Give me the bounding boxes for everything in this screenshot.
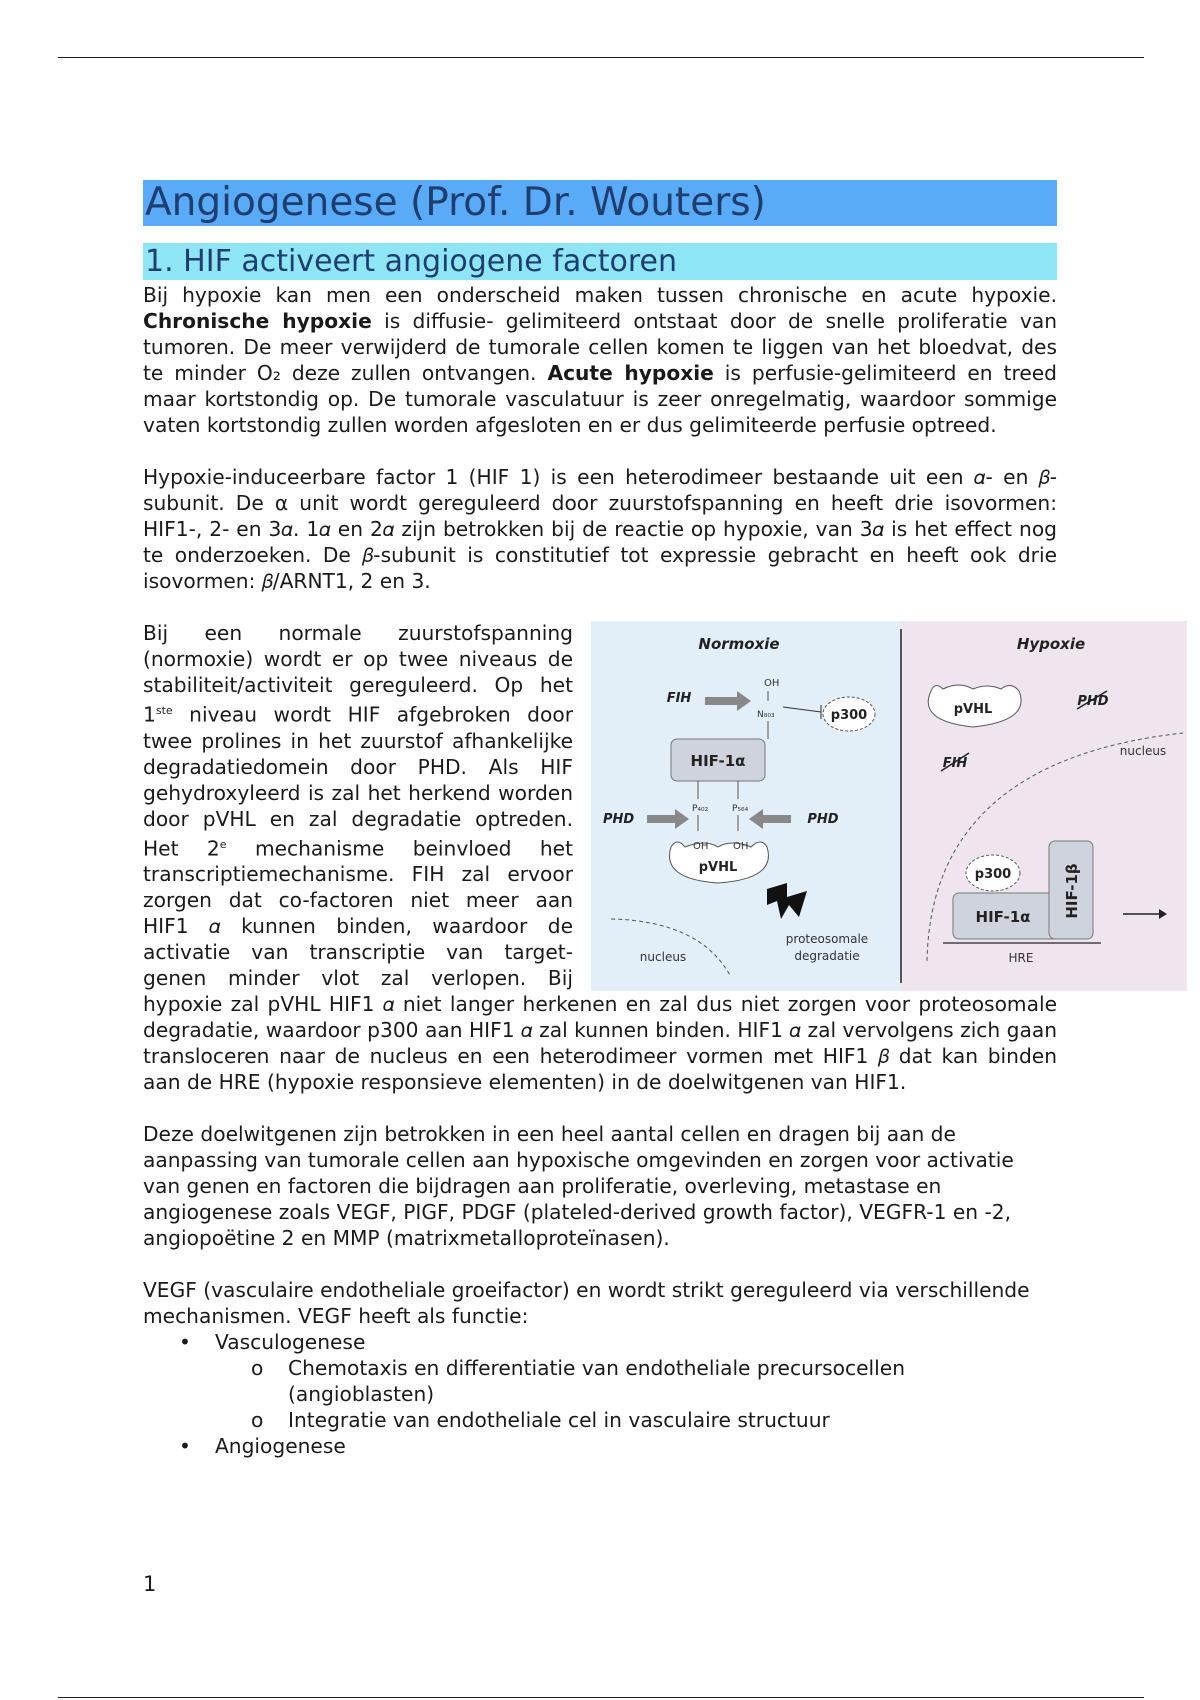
oh-left-label: OH [693,841,709,852]
document-body [143,180,1167,1459]
proteosomale-label: proteosomale [785,932,869,946]
phd-left-label: PHD [603,812,635,827]
p300-hypoxie-label: p300 [974,867,1012,882]
document-title: Angiogenese (Prof. Dr. Wouters) [143,180,1057,226]
hif-regulation-figure [591,621,1187,991]
fih-label: FIH [666,691,692,706]
p402-label: P₄₀₂ [692,804,709,814]
p1-text-a: Bij hypoxie kan men een onderscheid maken tussen chronische en acute hypoxie. [143,283,1057,307]
degradatie-label: degradatie [794,949,860,963]
oh-right-label: OH [733,841,749,852]
vegf-function-list [143,1329,1057,1459]
fih-hypoxie-label: FIH [942,756,968,771]
paragraph-hif: Hypoxie-induceerbare factor 1 (HIF 1) is een heterodimeer bestaande uit een 𝛼- en 𝛽-subunit. De α unit wordt gereguleerd door zuurstofspanning en heeft drie isovormen: HIF1-, 2- en 3𝛼. 1𝛼 en 2𝛼 zijn betrokken bij de reactie op hypoxie, van 3𝛼 is het effect nog te onderzoeken. De 𝛽-subunit is constitutief tot expressie gebracht en heeft ook drie isovormen: 𝛽/ARNT1, 2 en 3. [143,465,1057,593]
phd-hypoxie-label: PHD [1077,694,1109,709]
p3-text-a: Bij een normale zuurstofspanning (normoxie) wordt er op twee niveaus de stabiliteit/activiteit gereguleerd. Op het 1 [143,621,573,727]
nucleus-label-normoxie: nucleus [639,950,687,964]
list-item [143,1329,1057,1433]
footer-rule [58,1697,1144,1698]
paragraph-doelwitgenen: Deze doelwitgenen zijn betrokken in een heel aantal cellen en dragen bij aan de aanpassing van tumorale cellen aan hypoxische omgevinden en zorgen voor activatie van genen en factoren die bijdragen aan proliferatie, overleving, metastase en angiogenese zoals VEGF, PIGF, PDGF (plateled-derived growth factor), VEGFR-1 en -2, angiopoëtine 2 en MMP (matrixmetalloproteïnasen). [143,1122,1014,1251]
hre-label: HRE [1008,951,1034,965]
pvhl-hypoxie-label: pVHL [953,702,993,717]
hif1a-label: HIF-1α [690,752,746,770]
nucleus-label-hypoxie: nucleus [1119,744,1167,758]
oh-label: OH [764,678,780,689]
p1-text-c: is diffusie- gelimiteerd ontstaat door de snelle proliferatie van tumoren. De meer verwijderd de tumorale cellen komen te liggen van het bloedvat, des te minder O₂ deze zullen ontvangen. [143,309,1057,385]
p300-label: p300 [830,708,868,723]
p3-sup-e: e [219,837,227,851]
p564-label: P₅₆₄ [732,804,749,814]
section-heading: 1. HIF activeert angiogene factoren [143,243,1057,280]
p3-text-c: mechanisme beinvloed het transcriptiemechanisme. FIH zal ervoor zorgen dat co-factoren niet meer aan HIF1 𝛼 kunnen binden, waardoor de activatie van transcriptie van target-genen minder vlot zal verlopen. Bij hypoxie zal pVHL HIF1 𝛼 niet langer herkenen en zal dus niet zorgen voor proteosomale degradatie, waardoor p300 aan HIF1 𝛼 zal kunnen binden. HIF1 𝛼 zal vervolgens zich gaan transloceren naar de nucleus en een heterodimeer vormen met HIF1 𝛽 dat kan binden aan de HRE (hypoxie responsieve elementen) in de doelwitgenen van HIF1. [143,836,1057,1095]
pvhl-label: pVHL [698,860,738,875]
paragraph-vegf: VEGF (vasculaire endotheliale groeifactor) en wordt strikt gereguleerd via verschillende mechanismen. VEGF heeft als functie: [143,1278,1030,1329]
sublist-item: o Integratie van endotheliale cel in vasculaire structuur [215,1407,1057,1433]
phd-right-label: PHD [807,812,839,827]
p1-bold-chronisch: Chronische hypoxie [143,309,372,333]
header-rule [58,57,1144,58]
list-item-label: Vasculogenese [215,1330,366,1355]
hif1a-hypoxie-label: HIF-1α [975,908,1031,926]
figure-section [143,620,1167,1095]
sublist-item: o Chemotaxis en differentiatie van endotheliale precursocellen (angioblasten) [215,1355,1057,1407]
vasculogenese-sublist [215,1355,1057,1433]
page-number: 1 [143,1572,157,1596]
paragraph-hypoxie [143,282,1057,438]
normoxie-title: Normoxie [698,635,780,653]
p1-bold-acuut: Acute hypoxie [547,361,714,385]
p1-text-d: is perfusie-gelimiteerd en treed maar kortstondig op. De tumorale vasculatuur is zeer onregelmatig, waardoor sommige vaten kortstondig zullen worden afgesloten en er dus gelimiteerde perfusie optreed. [143,361,1057,437]
list-item: • Angiogenese [143,1433,1057,1459]
p3-sup-ste: ste [155,704,173,717]
n803-label: N₈₀₃ [757,710,775,720]
hypoxie-title: Hypoxie [1016,635,1086,653]
hif1b-label: HIF-1β [1063,863,1081,919]
p3-text-b: niveau wordt HIF afgebroken door twee prolines in het zuurstof afhankelijke degradatiedomein door PHD. Als HIF gehydroxyleerd is zal het herkend worden door pVHL en zal degradatie optreden. Het 2 [143,702,573,861]
